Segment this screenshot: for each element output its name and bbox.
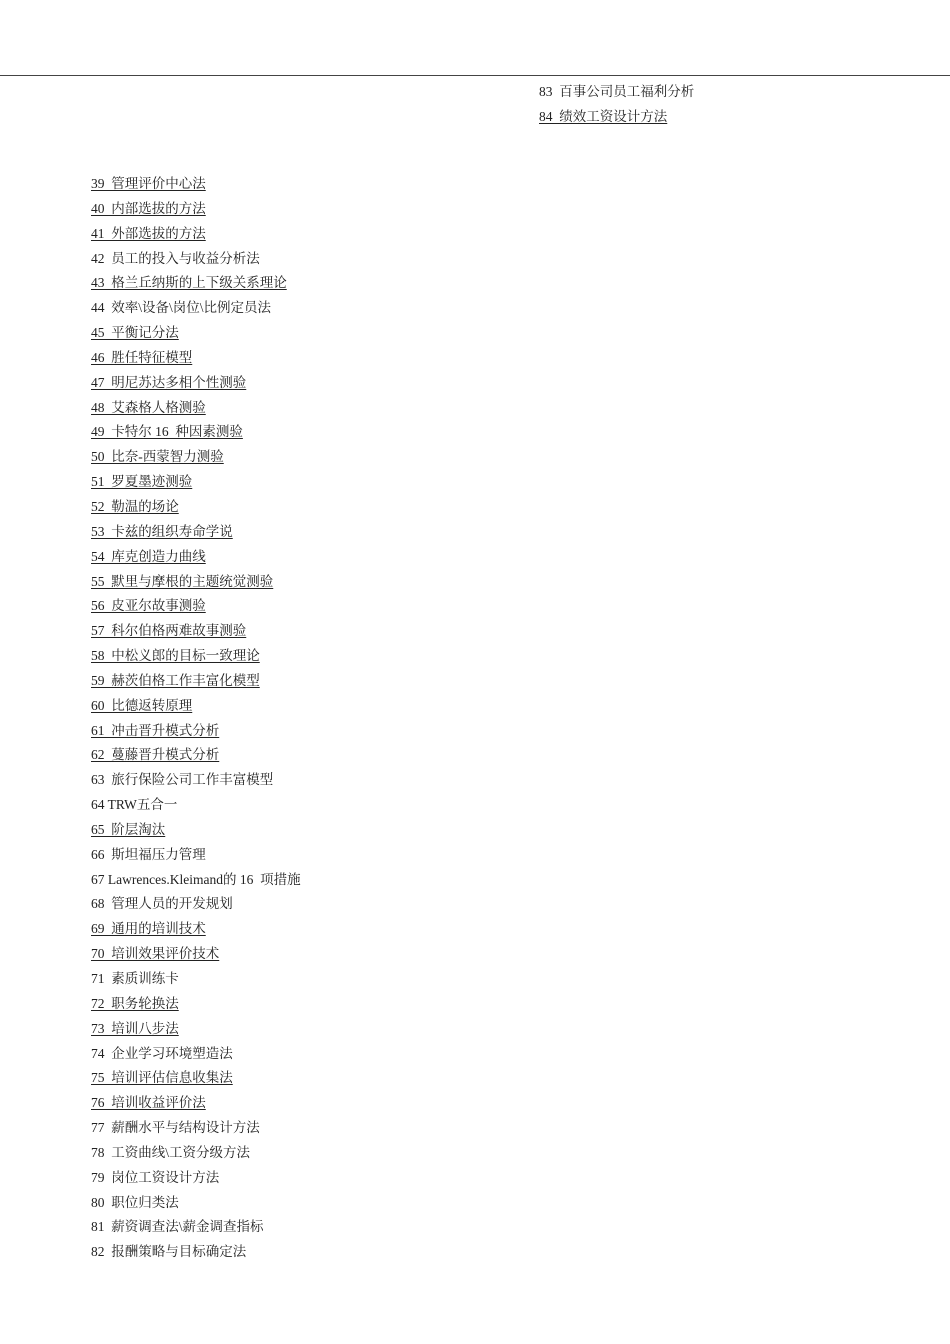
toc-item: 67 Lawrences.Kleimand的 16 项措施 — [91, 871, 301, 887]
toc-item: 71 素质训练卡 — [91, 971, 179, 986]
toc-link[interactable]: 46 胜任特征模型 — [91, 349, 193, 365]
toc-item: 42 员工的投入与收益分析法 — [91, 250, 260, 266]
toc-link[interactable]: 57 科尔伯格两难故事测验 — [91, 623, 247, 639]
toc-item: 63 旅行保险公司工作丰富模型 — [91, 772, 274, 788]
toc-link[interactable]: 49 卡特尔 16 种因素测验 — [91, 424, 243, 440]
toc-link[interactable]: 72 职务轮换法 — [91, 995, 179, 1011]
toc-link[interactable]: 56 皮亚尔故事测验 — [91, 598, 206, 614]
toc-link[interactable]: 70 培训效果评价技术 — [91, 946, 220, 962]
toc-item: 44 效率\设备\岗位\比例定员法 — [91, 300, 272, 316]
toc-item: 80 职位归类法 — [91, 1194, 179, 1210]
toc-item: 66 斯坦福压力管理 — [91, 846, 206, 862]
toc-link[interactable]: 39 管理评价中心法 — [91, 176, 206, 191]
toc-link[interactable]: 43 格兰丘纳斯的上下级关系理论 — [91, 275, 287, 291]
toc-item: 79 岗位工资设计方法 — [91, 1169, 220, 1185]
toc-item: 64 TRW五合一 — [91, 797, 178, 813]
toc-item: 82 报酬策略与目标确定法 — [91, 1244, 247, 1260]
toc-link[interactable]: 69 通用的培训技术 — [91, 921, 206, 937]
toc-link[interactable]: 75 培训评估信息收集法 — [91, 1070, 233, 1086]
header-rule — [0, 75, 950, 76]
toc-link[interactable]: 41 外部选拔的方法 — [91, 225, 206, 241]
right-column-list — [539, 80, 694, 130]
toc-link[interactable]: 58 中松义郎的目标一致理论 — [91, 648, 260, 664]
toc-link[interactable]: 61 冲击晋升模式分析 — [91, 722, 220, 738]
toc-link[interactable]: 52 勒温的场论 — [91, 498, 179, 514]
toc-link[interactable]: 55 默里与摩根的主题统觉测验 — [91, 573, 274, 589]
toc-link[interactable]: 51 罗夏墨迹测验 — [91, 474, 193, 490]
toc-item: 74 企业学习环境塑造法 — [91, 1045, 233, 1061]
toc-link[interactable]: 73 培训八步法 — [91, 1020, 179, 1036]
toc-link[interactable]: 60 比德返转原理 — [91, 697, 193, 713]
toc-link[interactable]: 50 比奈-西蒙智力测验 — [91, 449, 224, 465]
toc-item: 77 薪酬水平与结构设计方法 — [91, 1120, 260, 1136]
toc-link[interactable]: 48 艾森格人格测验 — [91, 399, 206, 415]
toc-link[interactable]: 76 培训收益评价法 — [91, 1095, 206, 1111]
toc-link[interactable]: 47 明尼苏达多相个性测验 — [91, 374, 247, 390]
left-column-list — [91, 172, 301, 1265]
toc-link[interactable]: 53 卡兹的组织寿命学说 — [91, 523, 233, 539]
toc-link[interactable]: 84 绩效工资设计方法 — [539, 108, 668, 124]
toc-link[interactable]: 45 平衡记分法 — [91, 325, 179, 341]
toc-item: 83 百事公司员工福利分析 — [539, 84, 695, 99]
toc-item: 78 工资曲线\工资分级方法 — [91, 1144, 251, 1160]
toc-link[interactable]: 54 库克创造力曲线 — [91, 548, 206, 564]
toc-link[interactable]: 65 阶层淘汰 — [91, 821, 166, 837]
toc-item: 81 薪资调查法\薪金调查指标 — [91, 1219, 264, 1235]
toc-item: 68 管理人员的开发规划 — [91, 896, 233, 912]
toc-link[interactable]: 40 内部选拔的方法 — [91, 200, 206, 216]
toc-link[interactable]: 59 赫茨伯格工作丰富化模型 — [91, 672, 260, 688]
toc-link[interactable]: 62 蔓藤晋升模式分析 — [91, 747, 220, 763]
